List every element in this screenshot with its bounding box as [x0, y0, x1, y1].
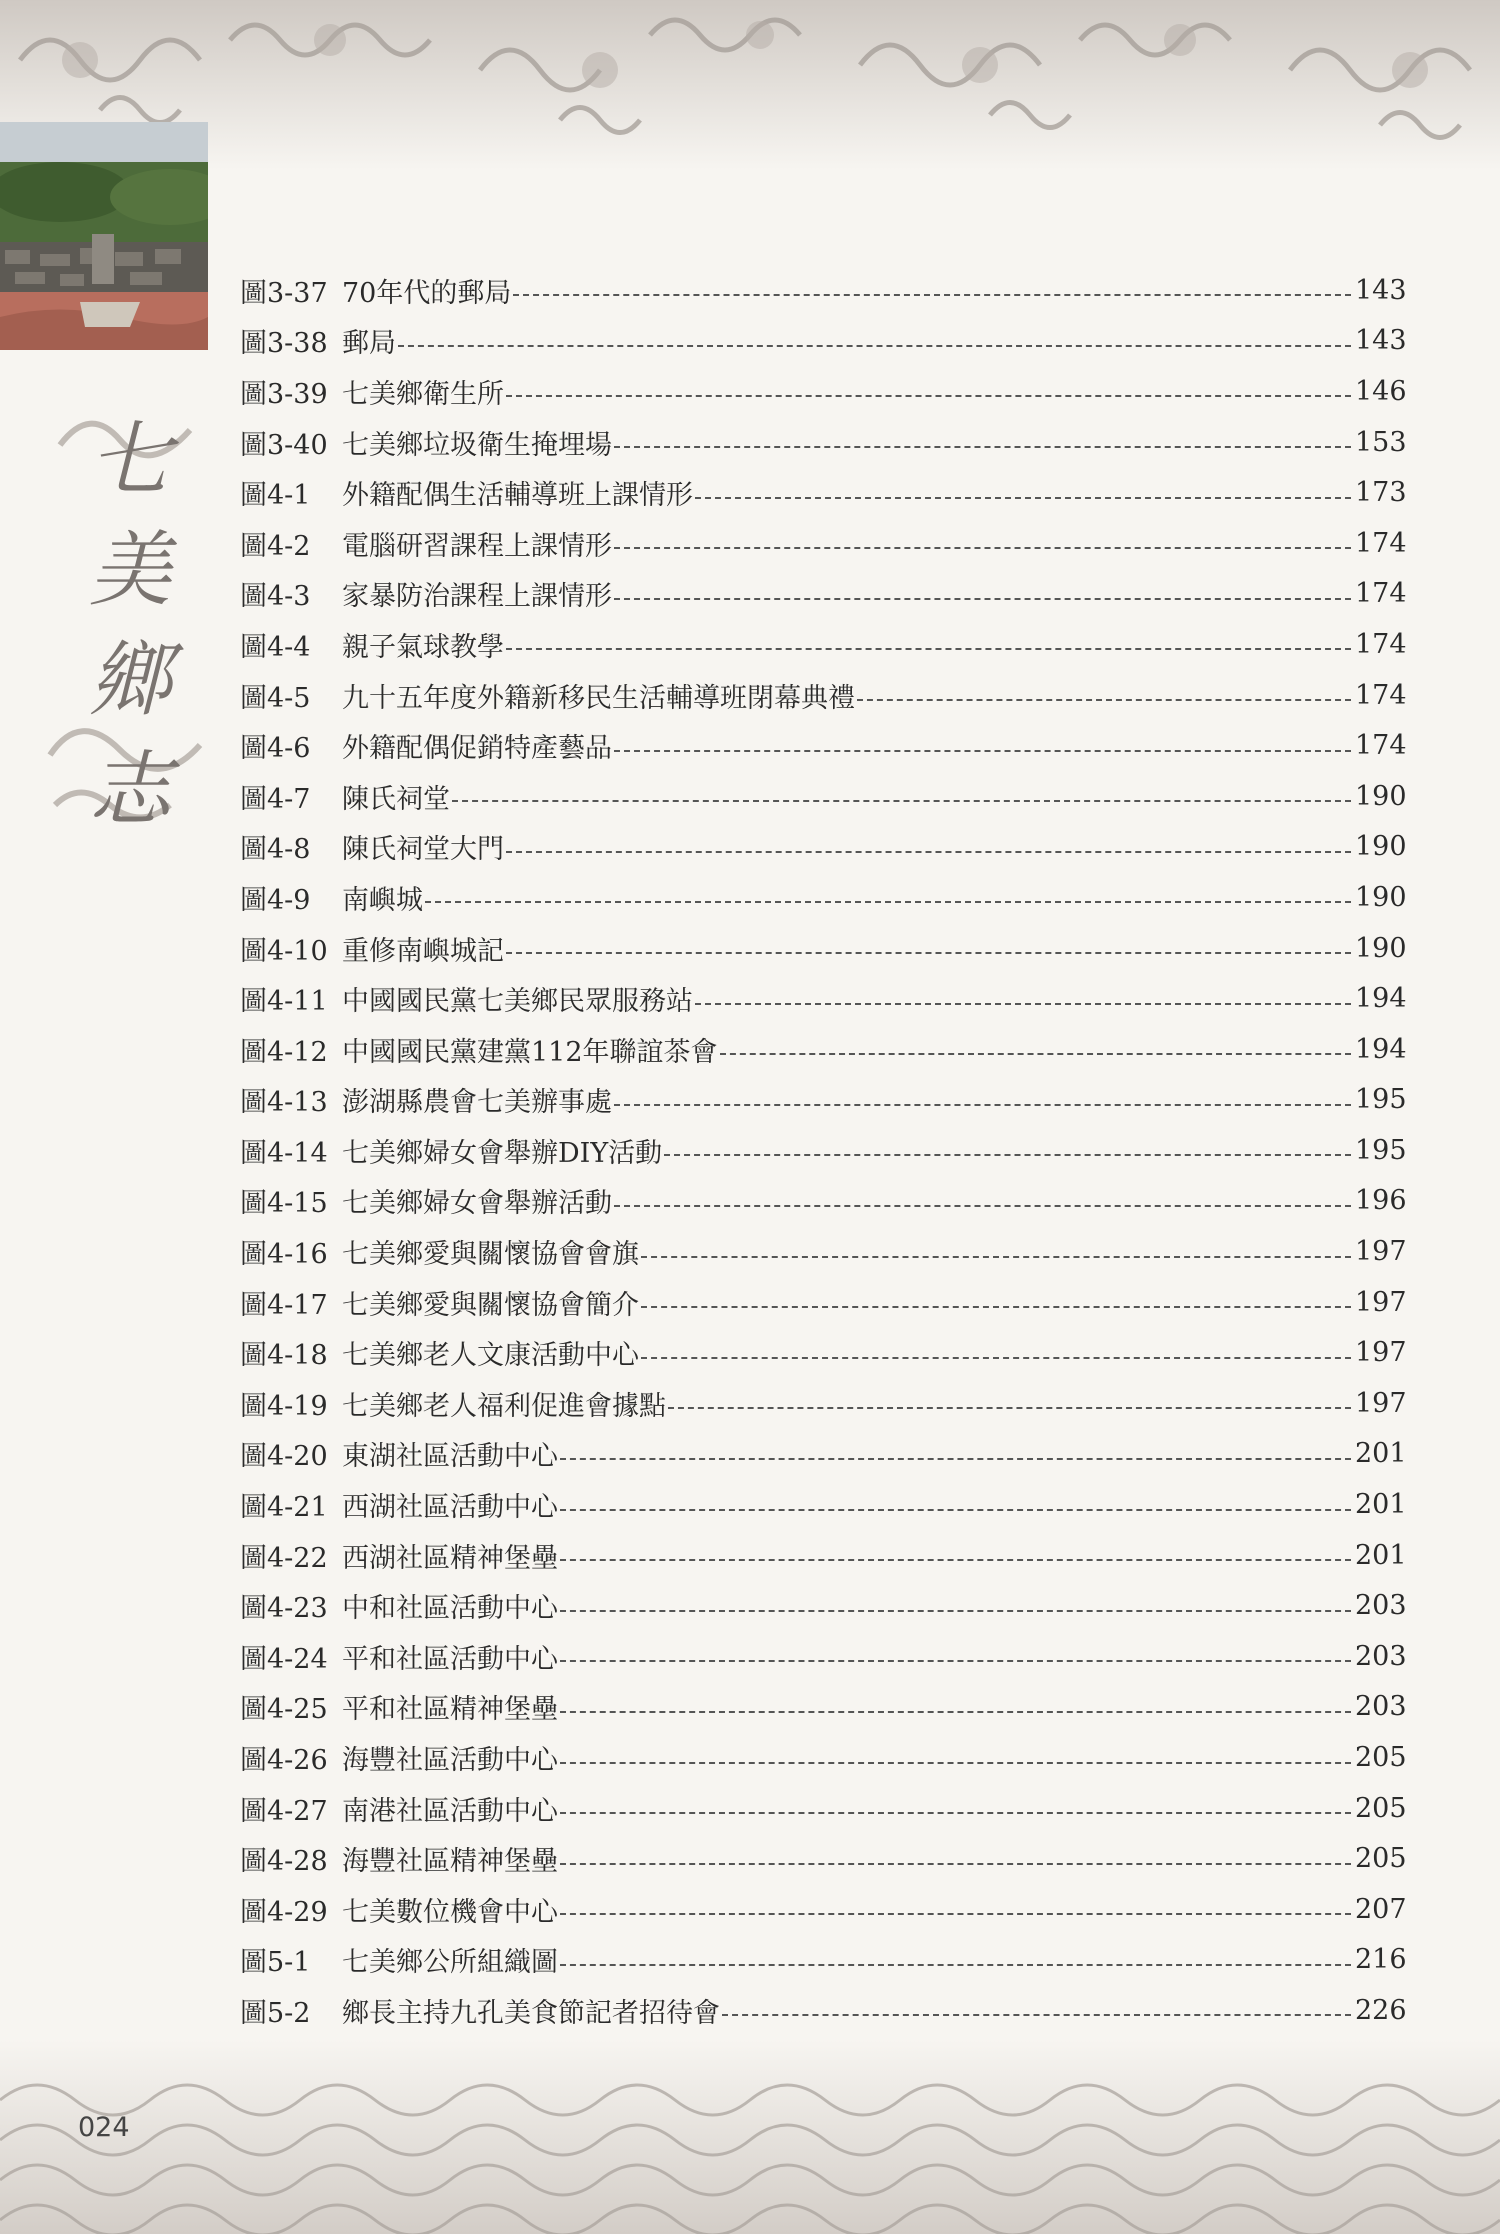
leader-dashes — [560, 1913, 1351, 1915]
figure-title: 平和社區精神堡壘 — [342, 1694, 558, 1726]
figure-page-number: 203 — [1355, 1640, 1407, 1672]
figure-title: 海豐社區精神堡壘 — [342, 1846, 558, 1878]
leader-dashes — [452, 800, 1351, 802]
figure-title: 七美鄉老人文康活動中心 — [342, 1340, 639, 1372]
figure-entry — [240, 518, 1405, 569]
figure-number: 圖5-1 — [240, 1947, 311, 1979]
leader-dashes — [722, 2014, 1351, 2016]
leader-dashes — [560, 1863, 1351, 1865]
figure-entry — [240, 1024, 1405, 1075]
figure-page-number: 174 — [1355, 628, 1407, 660]
leader-dashes — [560, 1559, 1351, 1561]
figure-number: 圖4-21 — [240, 1492, 328, 1524]
figure-number: 圖4-6 — [240, 733, 311, 765]
figure-number: 圖4-8 — [240, 834, 311, 866]
figure-title: 七美鄉老人福利促進會據點 — [342, 1390, 666, 1422]
figure-page-number: 174 — [1355, 527, 1407, 559]
leader-dashes — [614, 1104, 1351, 1106]
leader-dashes — [506, 851, 1351, 853]
figure-entry — [240, 265, 1405, 316]
figure-entry — [240, 1783, 1405, 1834]
figure-number: 圖4-22 — [240, 1542, 328, 1574]
figure-title: 七美鄉愛與關懷協會會旗 — [342, 1239, 639, 1271]
figure-page-number: 143 — [1355, 325, 1407, 357]
figure-title: 七美數位機會中心 — [342, 1896, 558, 1928]
figure-title: 海豐社區活動中心 — [342, 1745, 558, 1777]
side-title-char: 美 — [89, 523, 171, 618]
figure-title: 七美鄉愛與關懷協會簡介 — [342, 1289, 639, 1321]
figure-entry — [240, 720, 1405, 771]
leader-dashes — [506, 952, 1351, 954]
figure-entry — [240, 1176, 1405, 1227]
figure-number: 圖4-29 — [240, 1896, 328, 1928]
figure-number: 圖4-11 — [240, 986, 328, 1018]
figure-page-number: 197 — [1355, 1337, 1407, 1369]
figure-title: 70年代的郵局 — [342, 277, 512, 309]
figure-entry — [240, 1833, 1405, 1884]
figure-number: 圖4-4 — [240, 631, 311, 663]
figure-number: 圖4-26 — [240, 1745, 328, 1777]
side-title-char: 七 — [89, 413, 171, 508]
figure-title: 南嶼城 — [342, 884, 423, 916]
figure-number: 圖4-15 — [240, 1188, 328, 1220]
figure-number: 圖4-19 — [240, 1390, 328, 1422]
figure-number: 圖4-9 — [240, 884, 311, 916]
figure-page-number: 201 — [1355, 1438, 1407, 1470]
figure-title: 外籍配偶促銷特產藝品 — [342, 733, 612, 765]
cloud-pattern-header — [0, 0, 1500, 170]
figure-entry — [240, 1277, 1405, 1328]
leader-dashes — [398, 345, 1351, 347]
figure-title: 家暴防治課程上課情形 — [342, 581, 612, 613]
figure-number: 圖4-28 — [240, 1846, 328, 1878]
figure-page-number: 174 — [1355, 679, 1407, 711]
figure-entry — [240, 973, 1405, 1024]
figure-number: 圖3-38 — [240, 328, 328, 360]
figure-title: 重修南嶼城記 — [342, 935, 504, 967]
figure-page-number: 190 — [1355, 780, 1407, 812]
leader-dashes — [614, 598, 1351, 600]
side-title-char: 鄉 — [89, 633, 171, 728]
figure-page-number: 197 — [1355, 1286, 1407, 1318]
figure-title: 九十五年度外籍新移民生活輔導班閉幕典禮 — [342, 682, 855, 714]
figure-number: 圖5-2 — [240, 1997, 311, 2029]
figure-entry — [240, 1935, 1405, 1986]
figure-number: 圖4-10 — [240, 935, 328, 967]
figure-entry — [240, 1226, 1405, 1277]
figure-title: 南港社區活動中心 — [342, 1795, 558, 1827]
figure-page-number: 203 — [1355, 1691, 1407, 1723]
figure-entry — [240, 569, 1405, 620]
figure-number: 圖4-24 — [240, 1643, 328, 1675]
figure-number: 圖4-12 — [240, 1036, 328, 1068]
figure-entry — [240, 1985, 1405, 2036]
figure-entry — [240, 1732, 1405, 1783]
figure-number: 圖4-25 — [240, 1694, 328, 1726]
figure-number: 圖4-16 — [240, 1239, 328, 1271]
figure-entry — [240, 1075, 1405, 1126]
leader-dashes — [560, 1458, 1351, 1460]
figure-title: 澎湖縣農會七美辦事處 — [342, 1087, 612, 1119]
figure-title: 西湖社區活動中心 — [342, 1492, 558, 1524]
figure-page-number: 190 — [1355, 881, 1407, 913]
figure-entry — [240, 366, 1405, 417]
leader-dashes — [614, 750, 1351, 752]
figure-page-number: 190 — [1355, 831, 1407, 863]
leader-dashes — [614, 446, 1351, 448]
figure-title: 中國國民黨七美鄉民眾服務站 — [342, 986, 693, 1018]
side-title — [40, 395, 220, 855]
figure-number: 圖3-40 — [240, 429, 328, 461]
figure-entry — [240, 1884, 1405, 1935]
leader-dashes — [560, 1610, 1351, 1612]
figure-entry — [240, 771, 1405, 822]
figure-page-number: 174 — [1355, 578, 1407, 610]
figure-entry — [240, 1429, 1405, 1480]
figure-entry — [240, 1580, 1405, 1631]
figure-page-number: 197 — [1355, 1387, 1407, 1419]
figure-title: 電腦研習課程上課情形 — [342, 530, 612, 562]
figure-title: 東湖社區活動中心 — [342, 1441, 558, 1473]
leader-dashes — [664, 1154, 1351, 1156]
figure-page-number: 143 — [1355, 274, 1407, 306]
figure-number: 圖4-13 — [240, 1087, 328, 1119]
leader-dashes — [614, 1205, 1351, 1207]
figure-entry — [240, 1327, 1405, 1378]
figure-entry — [240, 872, 1405, 923]
figure-page-number: 146 — [1355, 375, 1407, 407]
figure-title: 七美鄉婦女會舉辦活動 — [342, 1188, 612, 1220]
figure-title: 七美鄉垃圾衛生掩埋場 — [342, 429, 612, 461]
leader-dashes — [695, 497, 1351, 499]
figure-number: 圖3-37 — [240, 277, 328, 309]
figure-number: 圖3-39 — [240, 378, 328, 410]
figure-title: 郵局 — [342, 328, 396, 360]
figure-title: 平和社區活動中心 — [342, 1643, 558, 1675]
figure-number: 圖4-1 — [240, 480, 311, 512]
figure-entry — [240, 1125, 1405, 1176]
figure-entry — [240, 670, 1405, 721]
leader-dashes — [560, 1762, 1351, 1764]
figure-number: 圖4-23 — [240, 1593, 328, 1625]
figure-list — [240, 265, 1405, 2036]
figure-entry — [240, 822, 1405, 873]
figure-page-number: 195 — [1355, 1134, 1407, 1166]
figure-page-number: 216 — [1355, 1944, 1407, 1976]
figure-entry — [240, 1378, 1405, 1429]
leader-dashes — [695, 1003, 1351, 1005]
figure-page-number: 207 — [1355, 1893, 1407, 1925]
leader-dashes — [614, 547, 1351, 549]
figure-entry — [240, 316, 1405, 367]
figure-page-number: 194 — [1355, 1033, 1407, 1065]
figure-page-number: 174 — [1355, 730, 1407, 762]
leader-dashes — [560, 1660, 1351, 1662]
figure-number: 圖4-5 — [240, 682, 311, 714]
figure-entry — [240, 1479, 1405, 1530]
leader-dashes — [506, 395, 1351, 397]
figure-title: 七美鄉婦女會舉辦DIY活動 — [342, 1137, 663, 1169]
figure-number: 圖4-18 — [240, 1340, 328, 1372]
leader-dashes — [720, 1053, 1351, 1055]
figure-title: 陳氏祠堂 — [342, 783, 450, 815]
figure-title: 外籍配偶生活輔導班上課情形 — [342, 480, 693, 512]
page-number: 024 — [78, 2112, 130, 2143]
figure-page-number: 194 — [1355, 983, 1407, 1015]
leader-dashes — [506, 648, 1351, 650]
figure-number: 圖4-27 — [240, 1795, 328, 1827]
leader-dashes — [641, 1357, 1351, 1359]
leader-dashes — [668, 1407, 1351, 1409]
figure-title: 西湖社區精神堡壘 — [342, 1542, 558, 1574]
figure-page-number: 197 — [1355, 1236, 1407, 1268]
side-title-char: 志 — [89, 743, 171, 838]
leader-dashes — [560, 1711, 1351, 1713]
figure-page-number: 196 — [1355, 1185, 1407, 1217]
stone-enclosure-photo — [0, 122, 208, 350]
figure-entry — [240, 1682, 1405, 1733]
figure-page-number: 201 — [1355, 1539, 1407, 1571]
leader-dashes — [641, 1256, 1351, 1258]
figure-entry — [240, 923, 1405, 974]
figure-page-number: 205 — [1355, 1843, 1407, 1875]
figure-title: 七美鄉公所組織圖 — [342, 1947, 558, 1979]
figure-page-number: 153 — [1355, 426, 1407, 458]
figure-page-number: 173 — [1355, 477, 1407, 509]
leader-dashes — [857, 699, 1351, 701]
figure-page-number: 195 — [1355, 1084, 1407, 1116]
figure-title: 中和社區活動中心 — [342, 1593, 558, 1625]
figure-number: 圖4-17 — [240, 1289, 328, 1321]
figure-entry — [240, 1631, 1405, 1682]
figure-title: 陳氏祠堂大門 — [342, 834, 504, 866]
figure-number: 圖4-14 — [240, 1137, 328, 1169]
figure-title: 七美鄉衛生所 — [342, 378, 504, 410]
leader-dashes — [560, 1964, 1351, 1966]
leader-dashes — [641, 1306, 1351, 1308]
wave-pattern-footer — [0, 2040, 1500, 2234]
figure-title: 親子氣球教學 — [342, 631, 504, 663]
figure-number: 圖4-7 — [240, 783, 311, 815]
figure-page-number: 203 — [1355, 1590, 1407, 1622]
leader-dashes — [560, 1812, 1351, 1814]
figure-entry — [240, 1530, 1405, 1581]
figure-page-number: 205 — [1355, 1742, 1407, 1774]
leader-dashes — [513, 294, 1351, 296]
figure-page-number: 190 — [1355, 932, 1407, 964]
figure-title: 鄉長主持九孔美食節記者招待會 — [342, 1997, 720, 2029]
figure-number: 圖4-20 — [240, 1441, 328, 1473]
leader-dashes — [560, 1509, 1351, 1511]
figure-entry — [240, 467, 1405, 518]
figure-page-number: 201 — [1355, 1489, 1407, 1521]
figure-number: 圖4-3 — [240, 581, 311, 613]
leader-dashes — [425, 901, 1351, 903]
figure-entry — [240, 417, 1405, 468]
figure-entry — [240, 619, 1405, 670]
figure-page-number: 205 — [1355, 1792, 1407, 1824]
figure-title: 中國國民黨建黨112年聯誼茶會 — [342, 1036, 718, 1068]
figure-number: 圖4-2 — [240, 530, 311, 562]
figure-page-number: 226 — [1355, 1994, 1407, 2026]
